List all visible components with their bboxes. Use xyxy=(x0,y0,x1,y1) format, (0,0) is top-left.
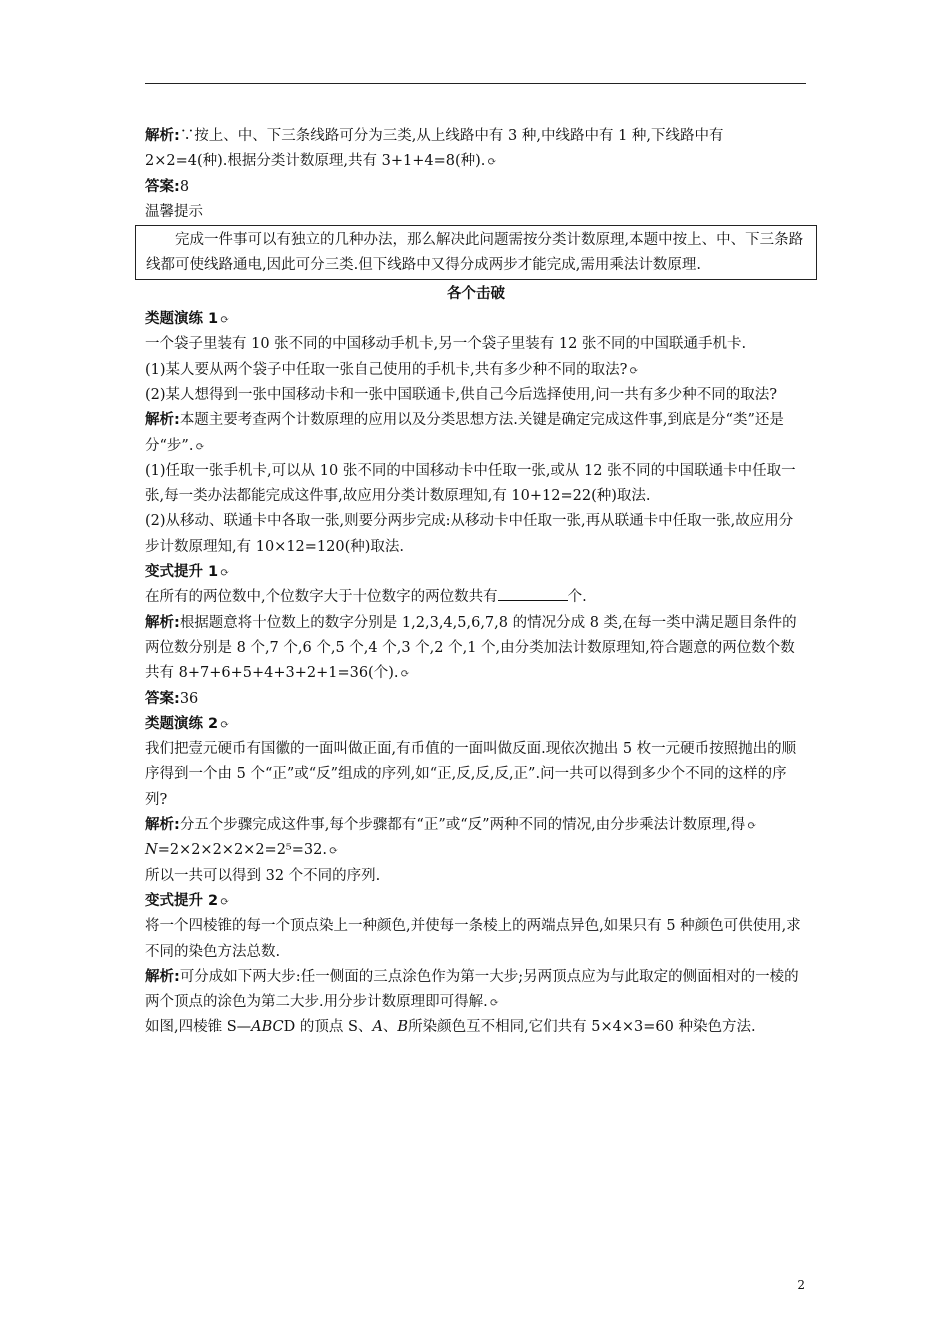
p4-jiexi: 解析:可分成如下两大步:任一侧面的三点涂色作为第一大步;另两顶点应为与此取定的侧面相对的一棱的两个顶点的涂色为第二大步.用分步计数原理即可得解. ⟳ xyxy=(145,968,799,1011)
section-title: 各个击破 xyxy=(447,285,505,302)
scribble-icon: ⟳ xyxy=(400,667,410,681)
document-body xyxy=(145,124,807,1041)
answer-blank xyxy=(498,586,568,601)
p4-question: 将一个四棱锥的每一个顶点染上一种颜色,并使每一条棱上的两端点异色,如果只有 5 种颜色可供使用,求不同的染色方法总数. xyxy=(145,918,801,960)
p2-question: 在所有的两位数中,个位数字大于十位数字的两位数共有 个. xyxy=(145,585,807,610)
scribble-icon: ⟳ xyxy=(487,155,497,169)
p1-question: 一个袋子里装有 10 张不同的中国移动手机卡,另一个袋子里装有 12 张不同的中国联通手机卡. xyxy=(145,336,747,353)
scribble-icon: ⟳ xyxy=(747,819,757,833)
p1-q2: (2)某人想得到一张中国移动卡和一张中国联通卡,供自己今后选择使用,问一共有多少种不同的取法? xyxy=(145,386,778,403)
p4-last: 如图,四棱锥 S—ABCD 的顶点 S、A、B所染颜色互不相同,它们共有 5×4×3=60 种染色方法. xyxy=(145,1019,756,1036)
p1-a2: (2)从移动、联通卡中各取一张,则要分两步完成:从移动卡中任取一张,再从联通卡中任取一张,故应用分步计数原理知,有 10×12=120(种)取法. xyxy=(145,513,794,555)
p1-a1: (1)任取一张手机卡,可以从 10 张不同的中国移动卡中任取一张,或从 12 张不同的中国联通卡中任取一张,每一类办法都能完成这件事,故应用分类计数原理知,有 10+12=22(种)取法. xyxy=(145,462,796,505)
top-jiexi: 解析:∵按上、中、下三条线路可分为三类,从上线路中有 3 种,中线路中有 1 种,下线路中有 2×2=4(种).根据分类计数原理,共有 3+1+4=8(种). ⟳ xyxy=(145,128,724,170)
scribble-icon: ⟳ xyxy=(220,313,230,327)
p2-jiexi: 解析:根据题意将十位数上的数字分别是 1,2,3,4,5,6,7,8 的情况分成 8 类,在每一类中满足题目条件的两位数分别是 8 个,7 个,6 个,5 个,4 个,3 个,2 个,1 个,由分类加法计数原理知,符合题意的两位数个数共有 8+7+6+5+4+3+2+1=36(个). ⟳ xyxy=(145,614,797,682)
p3-formula: N=2×2×2×2×2=2⁵=32. ⟳ xyxy=(145,842,339,859)
p4-title: 变式提升 2 ⟳ xyxy=(145,892,230,909)
tip-box xyxy=(135,225,817,280)
tip-text: 完成一件事可以有独立的几种办法，那么解决此问题需按分类计数原理,本题中按上、中、下三条路线都可使线路通电,因此可分三类.但下线路中又得分成两步才能完成,需用乘法计数原理. xyxy=(146,232,804,274)
scribble-icon: ⟳ xyxy=(220,566,230,580)
p3-jiexi: 解析:分五个步骤完成这件事,每个步骤都有“正”或“反”两种不同的情况,由分步乘法计数原理,得 ⟳ xyxy=(145,817,757,834)
p1-q1: (1)某人要从两个袋子中任取一张自己使用的手机卡,共有多少种不同的取法? ⟳ xyxy=(145,361,639,378)
scribble-icon: ⟳ xyxy=(629,363,639,377)
header-rule xyxy=(145,83,806,84)
p2-title: 变式提升 1 ⟳ xyxy=(145,564,230,581)
p1-jiexi: 解析:本题主要考查两个计数原理的应用以及分类思想方法.关键是确定完成这件事,到底是分“类”还是分“步”. ⟳ xyxy=(145,412,784,454)
scribble-icon: ⟳ xyxy=(328,844,339,858)
scribble-icon: ⟳ xyxy=(489,996,499,1010)
p3-question: 我们把壹元硬币有国徽的一面叫做正面,有币值的一面叫做反面.现依次抛出 5 枚一元硬币按照抛出的顺序得到一个由 5 个“正”或“反”组成的序列,如“正,反,反,反,正”.问一共可以得到多少个不同的这样的序列? xyxy=(145,741,797,808)
top-answer: 答案:8 xyxy=(145,178,190,195)
scribble-icon: ⟳ xyxy=(195,439,205,453)
p3-conclusion: 所以一共可以得到 32 个不同的序列. xyxy=(145,867,381,884)
p2-answer: 答案:36 xyxy=(145,690,199,707)
p3-title: 类题演练 2 ⟳ xyxy=(145,715,230,732)
p1-title: 类题演练 1 ⟳ xyxy=(145,311,230,328)
scribble-icon: ⟳ xyxy=(220,717,230,731)
page-number: 2 xyxy=(797,1278,805,1292)
scribble-icon: ⟳ xyxy=(220,894,230,908)
tip-title: 温馨提示 xyxy=(145,203,203,220)
